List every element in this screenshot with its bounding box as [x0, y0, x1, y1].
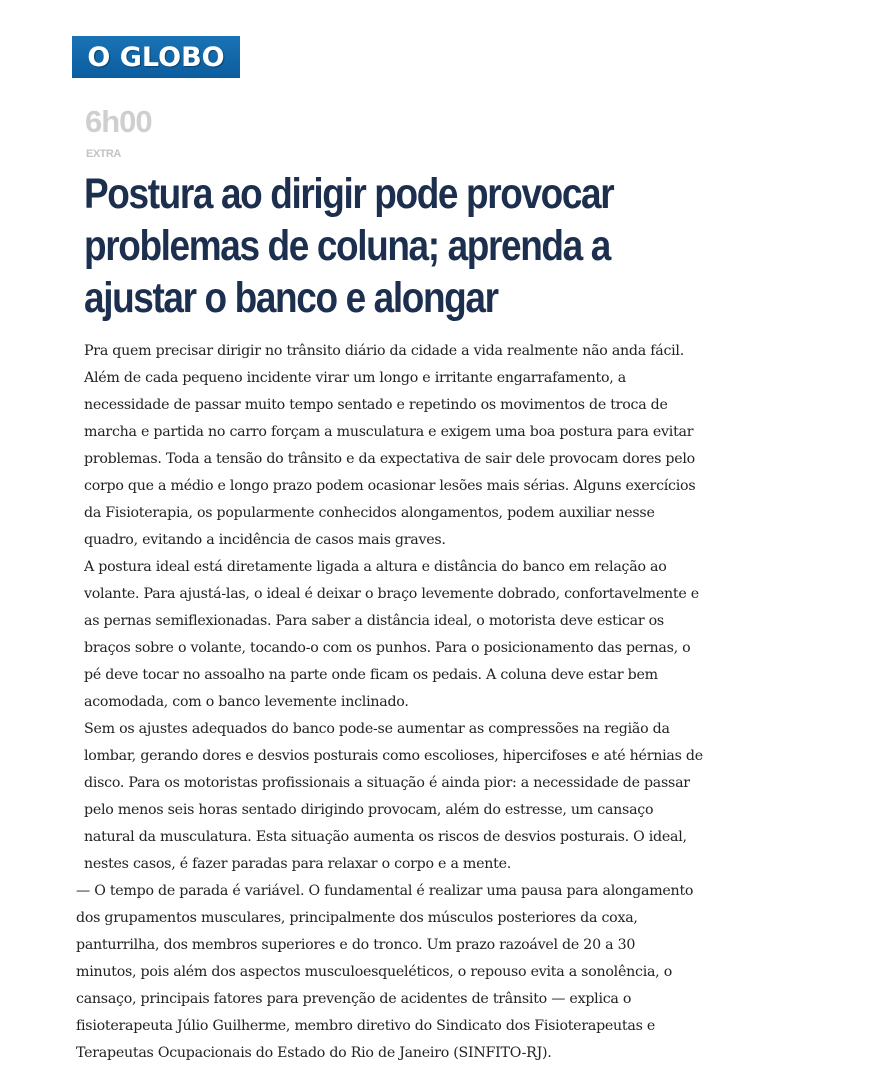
- headline-line: problemas de coluna; aprenda a: [84, 222, 610, 270]
- text-line: da Fisioterapia, os popularmente conhecidos alongamentos, podem auxiliar nesse: [84, 505, 655, 521]
- headline-line: ajustar o banco e alongar: [84, 274, 498, 322]
- text-line: problemas. Toda a tensão do trânsito e da expectativa de sair dele provocam dores pelo: [84, 451, 695, 467]
- text-line: marcha e partida no carro forçam a musculatura e exigem uma boa postura para evitar: [84, 424, 694, 440]
- text-line: lombar, gerando dores e desvios posturais como escolioses, hipercifoses e até hérnias de: [84, 748, 703, 764]
- text-line: volante. Para ajustá-las, o ideal é deixar o braço levemente dobrado, confortavelmente e: [84, 586, 699, 602]
- o-globo-logo: [72, 36, 240, 78]
- publish-time: 6h00: [85, 104, 152, 139]
- text-line: Pra quem precisar dirigir no trânsito diário da cidade a vida realmente não anda fácil.: [84, 343, 684, 359]
- text-line: minutos, pois além dos aspectos musculoesqueléticos, o repouso evita a sonolência, o: [76, 964, 672, 980]
- text-line: Sem os ajustes adequados do banco pode-se aumentar as compressões na região da: [84, 721, 670, 737]
- text-line: dos grupamentos musculares, principalmente dos músculos posteriores da coxa,: [76, 910, 638, 926]
- text-line: braços sobre o volante, tocando-o com os punhos. Para o posicionamento das pernas, o: [84, 640, 691, 656]
- text-line: nestes casos, é fazer paradas para relaxar o corpo e a mente.: [84, 856, 512, 872]
- logo-text: O GLOBO: [87, 41, 225, 73]
- article-paragraph-2: [84, 554, 699, 716]
- text-line: Além de cada pequeno incidente virar um longo e irritante engarrafamento, a: [84, 370, 626, 386]
- text-line: fisioterapeuta Júlio Guilherme, membro diretivo do Sindicato dos Fisioterapeutas e: [76, 1018, 656, 1034]
- text-line: panturrilha, dos membros superiores e do tronco. Um prazo razoável de 20 a 30: [76, 937, 636, 953]
- text-line: pé deve tocar no assoalho na parte onde ficam os pedais. A coluna deve estar bem: [84, 667, 658, 683]
- article-paragraph-3: [84, 716, 703, 878]
- headline-line: Postura ao dirigir pode provocar: [84, 170, 614, 218]
- text-line: cansaço, principais fatores para prevenção de acidentes de trânsito — explica o: [76, 991, 632, 1007]
- text-line: pelo menos seis horas sentado dirigindo provocam, além do estresse, um cansaço: [84, 802, 654, 818]
- article-paragraph-4-quote: [76, 878, 693, 1067]
- text-line: A postura ideal está diretamente ligada a altura e distância do banco em relação ao: [84, 559, 667, 575]
- text-line: disco. Para os motoristas profissionais a situação é ainda pior: a necessidade de passar: [84, 775, 690, 791]
- source-label: EXTRA: [86, 148, 121, 160]
- text-line: Terapeutas Ocupacionais do Estado do Rio de Janeiro (SINFITO-RJ).: [76, 1045, 552, 1061]
- text-line: acomodada, com o banco levemente inclinado.: [84, 694, 409, 710]
- text-line: as pernas semiflexionadas. Para saber a distância ideal, o motorista deve esticar os: [84, 613, 664, 629]
- article-headline: [84, 168, 686, 324]
- article-paragraph-1: [84, 338, 695, 554]
- text-line: quadro, evitando a incidência de casos mais graves.: [84, 532, 446, 548]
- text-line: corpo que a médio e longo prazo podem ocasionar lesões mais sérias. Alguns exercícios: [84, 478, 696, 494]
- text-line: — O tempo de parada é variável. O fundamental é realizar uma pausa para alongamento: [76, 883, 694, 899]
- text-line: necessidade de passar muito tempo sentado e repetindo os movimentos de troca de: [84, 397, 668, 413]
- text-line: natural da musculatura. Esta situação aumenta os riscos de desvios posturais. O ideal,: [84, 829, 687, 845]
